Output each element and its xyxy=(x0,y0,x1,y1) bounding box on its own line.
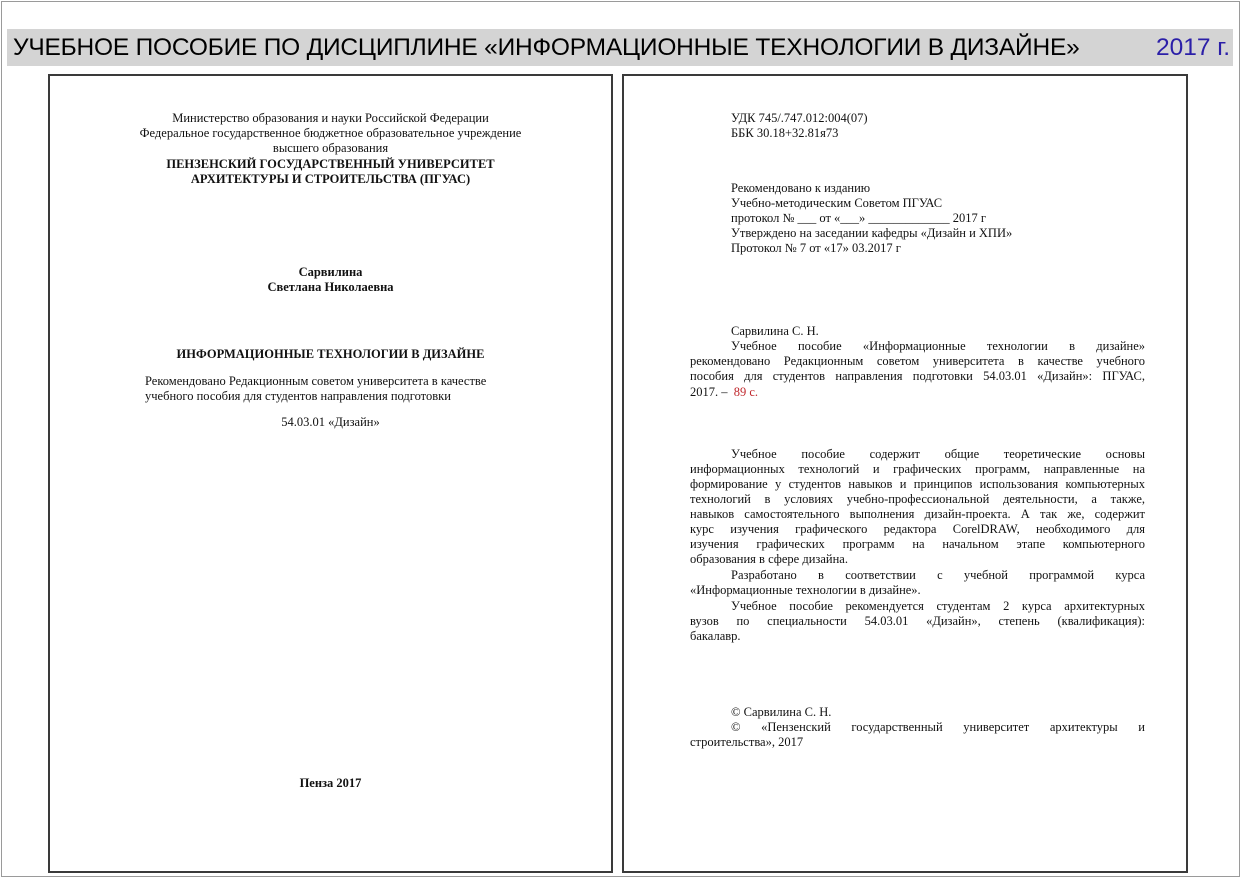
approval-line: Утверждено на заседании кафедры «Дизайн и ХПИ» xyxy=(731,226,1013,240)
copyright-author: © Сарвилина С. Н. xyxy=(731,705,832,719)
title-page xyxy=(48,74,613,873)
biblio-line: рекомендовано Редакционным советом университета в качестве учебного xyxy=(690,354,1145,368)
author-surname: Сарвилина xyxy=(298,265,363,279)
biblio-author: Сарвилина С. Н. xyxy=(731,324,819,338)
recommend-line2: учебного пособия для студентов направления подготовки xyxy=(145,389,451,403)
approval-line: Рекомендовано к изданию xyxy=(731,181,871,195)
book-title: ИНФОРМАЦИОННЫЕ ТЕХНОЛОГИИ В ДИЗАЙНЕ xyxy=(176,347,485,361)
author-name: Светлана Николаевна xyxy=(267,280,394,294)
abstract-line: формирование у студентов навыков и принципов использования компьютерных xyxy=(690,477,1145,491)
abstract-line: образования в сфере дизайна. xyxy=(690,552,848,566)
institution-line1: Федеральное государственное бюджетное образовательное учреждение xyxy=(139,126,522,140)
abstract-line: навыков самостоятельного выполнения дизайн-проекта. А так же, содержит xyxy=(690,507,1145,521)
abstract-line: Учебное пособие рекомендуется студентам 2 курса архитектурных xyxy=(731,599,1145,613)
biblio-line: Учебное пособие «Информационные технологии в дизайне» xyxy=(731,339,1145,353)
abstract-line: бакалавр. xyxy=(690,629,741,643)
institution-line2: высшего образования xyxy=(272,141,389,155)
udk-code: УДК 745/.747.012:004(07) xyxy=(731,111,868,125)
abstract-line: информационных технологий и графических программ, направленные на xyxy=(690,462,1145,476)
approval-line: Учебно-методическим Советом ПГУАС xyxy=(731,196,943,210)
direction: 54.03.01 «Дизайн» xyxy=(281,415,380,429)
recommend-line1: Рекомендовано Редакционным советом университета в качестве xyxy=(145,374,487,388)
abstract-line: технологий в условиях учебно-профессиональной деятельности, а также, xyxy=(690,492,1145,506)
approval-line: протокол № ___ от «___» _____________ 2017 г xyxy=(731,211,987,225)
biblio-last-line xyxy=(690,385,758,400)
abstract-line: Учебное пособие содержит общие теоретические основы xyxy=(731,447,1145,461)
biblio-pages: 89 с. xyxy=(733,385,759,399)
city-year: Пенза 2017 xyxy=(299,776,362,790)
abstract-line: «Информационные технологии в дизайне». xyxy=(690,583,921,597)
copyright-university: строительства», 2017 xyxy=(690,735,804,749)
imprint-page xyxy=(622,74,1188,873)
header-title: УЧЕБНОЕ ПОСОБИЕ ПО ДИСЦИПЛИНЕ «ИНФОРМАЦИОННЫЕ ТЕХНОЛОГИИ В ДИЗАЙНЕ» xyxy=(13,34,1080,61)
copyright-university: © «Пензенский государственный университет архитектуры и xyxy=(731,720,1145,734)
abstract-line: вузов по специальности 54.03.01 «Дизайн», степень (квалификация): xyxy=(690,614,1145,628)
abstract-line: курс изучения графического редактора CorelDRAW, необходимого для xyxy=(690,522,1145,536)
bbk-code: ББК 30.18+32.81я73 xyxy=(731,126,839,140)
abstract-line: Разработано в соответствии с учебной программой курса xyxy=(731,568,1145,582)
approval-line: Протокол № 7 от «17» 03.2017 г xyxy=(731,241,901,255)
abstract-line: изучения графических программ на начальном этапе компьютерного xyxy=(690,537,1145,551)
biblio-line: пособия для студентов направления подготовки 54.03.01 «Дизайн»: ПГУАС, xyxy=(690,369,1145,383)
biblio-year: 2017. – xyxy=(690,385,728,399)
ministry: Министерство образования и науки Российской Федерации xyxy=(172,111,489,125)
header-year: 2017 г. xyxy=(1155,34,1230,61)
university-line1: ПЕНЗЕНСКИЙ ГОСУДАРСТВЕННЫЙ УНИВЕРСИТЕТ xyxy=(166,157,495,171)
header-bar xyxy=(7,29,1233,66)
university-line2: АРХИТЕКТУРЫ И СТРОИТЕЛЬСТВА (ПГУАС) xyxy=(190,172,471,186)
